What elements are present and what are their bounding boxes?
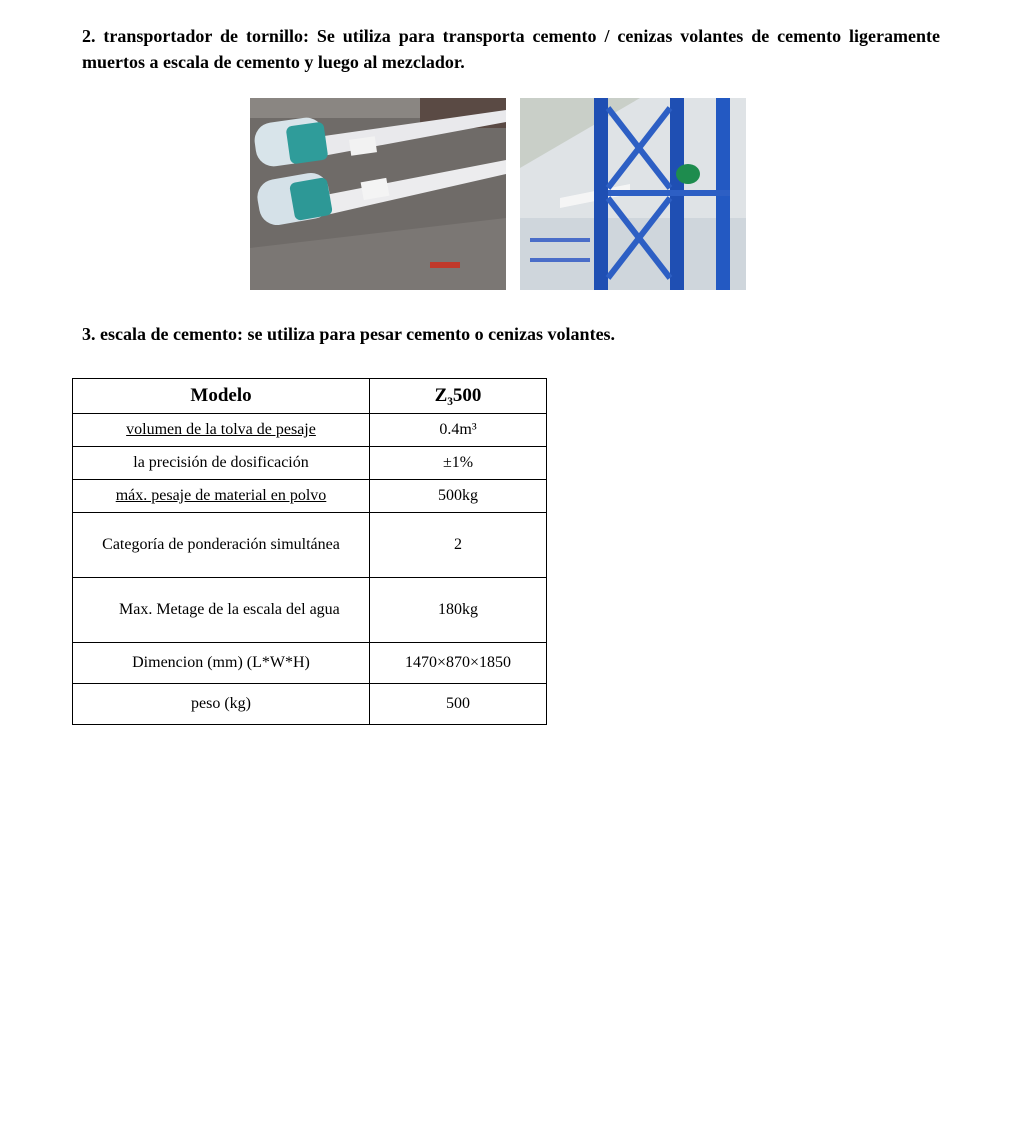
table-row [73,578,547,643]
spec-label-cell: la precisión de dosificación [73,447,370,480]
screw-conveyor-paragraph: 2. transportador de tornillo: Se utiliza para transporta cemento / cenizas volantes de cemento ligeramente muertos a escala de cemento y luego al mezclador. [82,26,940,72]
spec-value-cell: 2 [370,513,547,578]
spec-value-cell: ±1% [370,447,547,480]
screw-conveyor-photo [250,98,506,290]
table-row [73,684,547,725]
cement-silo-structure-photo [520,98,746,290]
spec-label-cell: peso (kg) [73,684,370,725]
table-row [73,447,547,480]
spec-value-cell: 0.4m³ [370,414,547,447]
spec-label: máx. pesaje de material en polvo [115,487,327,504]
spec-value-cell: 1470×870×1850 [370,643,547,684]
table-row [73,643,547,684]
table-row [73,480,547,513]
table-header-row [73,379,547,414]
header-label-cell: Modelo [73,379,370,414]
table-row [73,513,547,578]
spec-value-cell: 180kg [370,578,547,643]
spec-label-cell: Dimencion (mm) (L*W*H) [73,643,370,684]
cement-scale-spec-table [72,378,547,725]
spec-label-cell: Max. Metage de la escala del agua [73,578,370,643]
spec-value-cell: 500kg [370,480,547,513]
spec-label-cell: Categoría de ponderación simultánea [73,513,370,578]
table-row [73,414,547,447]
cement-scale-paragraph: 3. escala de cemento: se utiliza para pesar cemento o cenizas volantes. [82,324,616,344]
spec-value-cell: 500 [370,684,547,725]
spec-label: volumen de la tolva de pesaje [126,421,316,438]
header-value-cell: Z₃500 [370,379,547,414]
spec-label-cell [73,480,370,513]
spec-label-cell [73,414,370,447]
